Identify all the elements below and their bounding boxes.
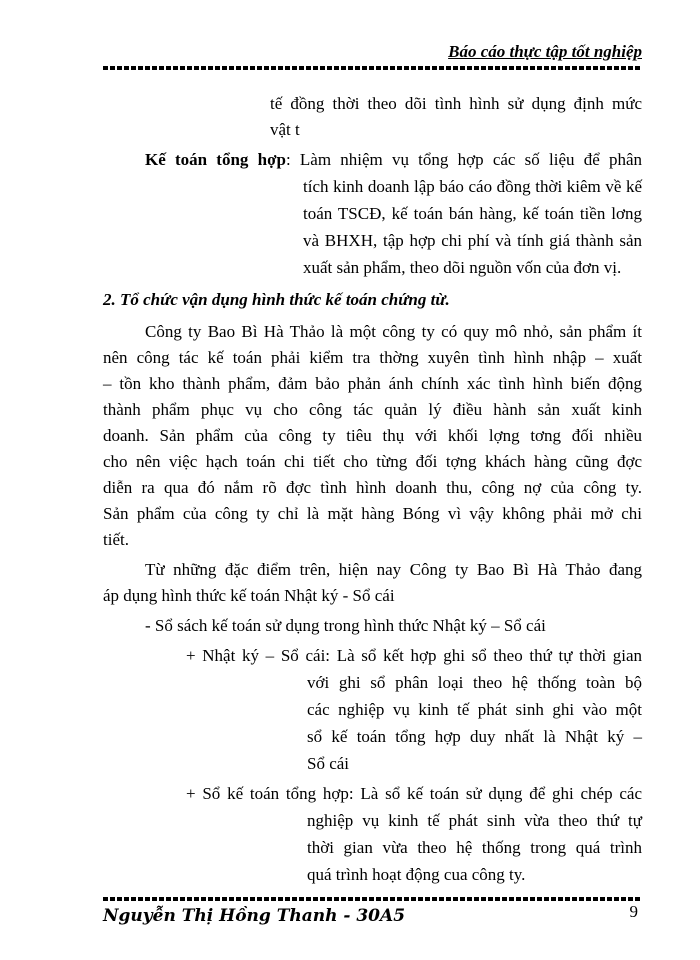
list-intro: - Sổ sách kế toán sử dụng trong hình thức Nhật ký – Sổ cái	[145, 616, 546, 635]
text-line: Từ những đặc điểm trên, hiện nay Công ty Bao Bì Hà Thảo đang	[145, 560, 642, 579]
text-line: – tồn kho thành phẩm, đảm bảo phản ánh chính xác tình hình biến động	[103, 374, 642, 393]
footer-author: Nguyễn Thị Hồng Thanh - 30A5	[103, 906, 406, 926]
text-line: nghiệp vụ kinh tế phát sinh vừa theo thứ tự	[307, 811, 642, 830]
text-line: thành phẩm phục vụ cho công tác quản lý điều hành sản xuất kinh	[103, 400, 642, 419]
text-line: diễn ra qua đó nắm rõ đợc tình hình doanh thu, công nợ của công ty.	[103, 478, 642, 497]
header-rule	[103, 66, 642, 70]
text-line: quá trình hoạt động cua công ty.	[307, 865, 526, 884]
text-line: xuất sản phẩm, theo dõi nguồn vốn của đơn vị.	[303, 258, 622, 277]
header-title: Báo cáo thực tập tốt nghiệp	[448, 42, 642, 61]
section-heading: 2. Tổ chức vận dụng hình thức kế toán chứng từ.	[103, 290, 450, 309]
text-line: với ghi sổ phân loại theo hệ thống toàn bộ	[307, 673, 642, 692]
list-item: + Sổ kế toán tổng hợp: Là sổ kế toán sử dụng để ghi chép các	[186, 784, 642, 803]
text-line: thời gian vừa theo hệ thống trong quá trình	[307, 838, 642, 857]
text-line: toán TSCĐ, kế toán bán hàng, kế toán tiền lơng	[303, 204, 642, 223]
kth-line	[145, 150, 642, 170]
text-line: nên công tác kế toán phải kiểm tra thờng xuyên tình hình nhập – xuất	[103, 348, 642, 367]
text-line: và BHXH, tập hợp chi phí và tính giá thành sản	[303, 231, 642, 250]
text-line: các nghiệp vụ kinh tế phát sinh ghi vào một	[307, 700, 642, 719]
text-line: cho nên việc hạch toán chi tiết cho từng đối tợng khách hàng cũng đợc	[103, 452, 642, 471]
text-line: vật t	[270, 120, 300, 139]
page-number: 9	[629, 902, 638, 921]
text-line: tích kinh doanh lập báo cáo đồng thời kiêm về kế	[303, 177, 642, 196]
text-line: áp dụng hình thức kế toán Nhật ký - Sổ cái	[103, 586, 395, 605]
text-line: Công ty Bao Bì Hà Thảo là một công ty có quy mô nhỏ, sản phẩm ít	[145, 322, 642, 341]
text-line: Sản phẩm của công ty chỉ là mặt hàng Bóng vì vậy không phải mở chi	[103, 504, 642, 523]
text-line: tế đồng thời theo dõi tình hình sử dụng định mức	[270, 94, 642, 113]
kth-label: Kế toán tổng hợp	[145, 150, 286, 169]
text-line: doanh. Sản phẩm của công ty tiêu thụ với khối lợng tơng đối nhiều	[103, 426, 642, 445]
text-span: : Làm nhiệm vụ tổng hợp các số liệu để phân	[285, 150, 642, 169]
text-line: tiết.	[103, 530, 129, 549]
list-item: + Nhật ký – Sổ cái: Là sổ kết hợp ghi sổ theo thứ tự thời gian	[186, 646, 642, 665]
text-line: sổ kế toán tổng hợp duy nhất là Nhật ký –	[307, 727, 642, 746]
footer-rule	[103, 897, 642, 901]
text-line: Sổ cái	[307, 754, 350, 773]
